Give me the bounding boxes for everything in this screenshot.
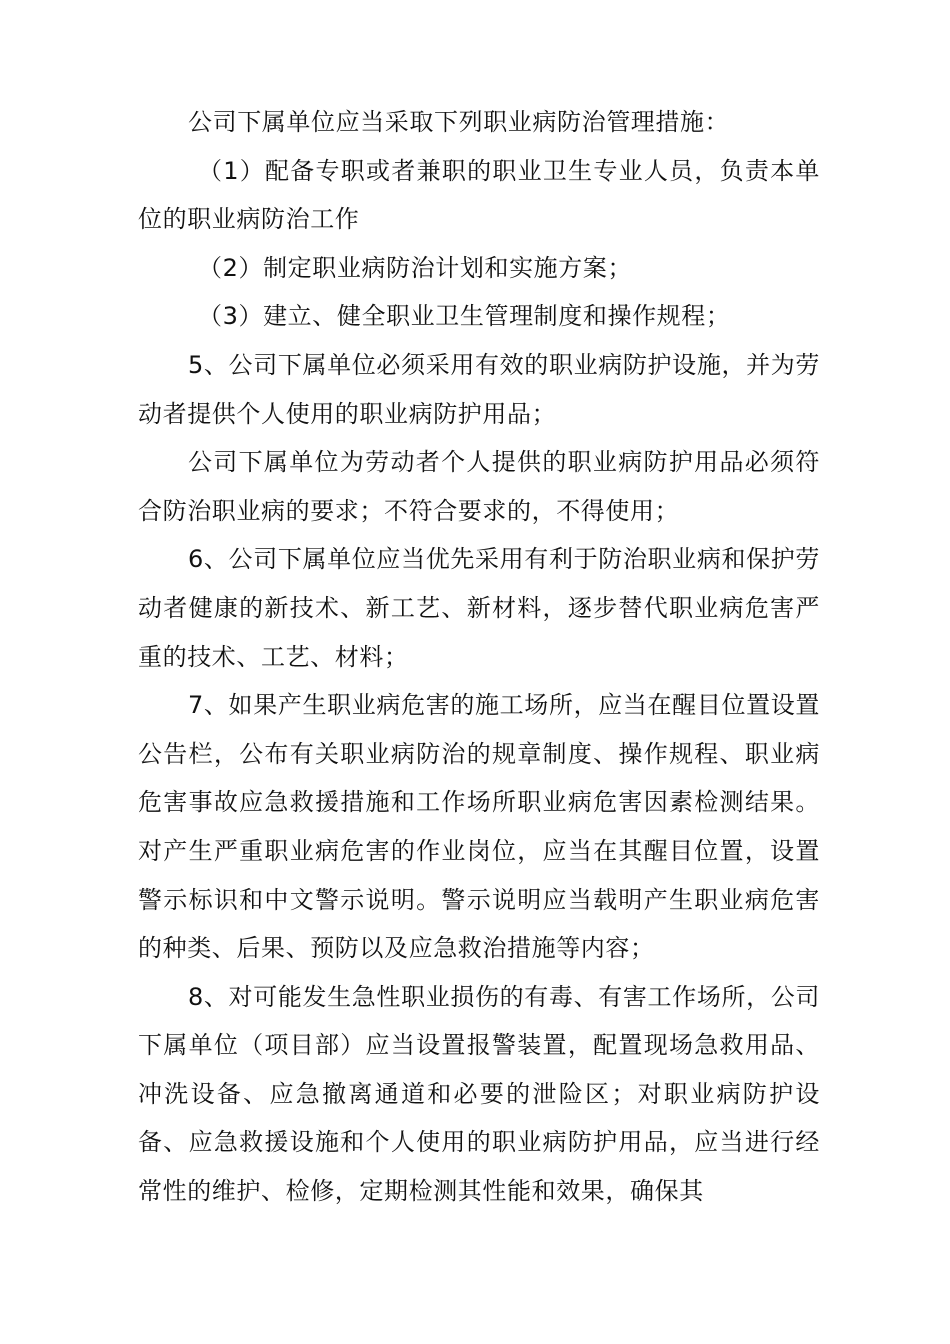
paragraph-section-8: 8、对可能发生急性职业损伤的有毒、有害工作场所，公司下属单位（项目部）应当设置报警装置，配置现场急救用品、冲洗设备、应急撤离通道和必要的泄险区；对职业病防护设备、应急救援设施和个人使用的职业病防护用品，应当进行经常性的维护、检修，定期检测其性能和效果，确保其	[138, 982, 820, 1206]
paragraph-item-2: （2）制定职业病防治计划和实施方案；	[198, 253, 633, 282]
paragraph-section-7: 7、如果产生职业病危害的施工场所，应当在醒目位置设置公告栏，公布有关职业病防治的规章制度、操作规程、职业病危害事故应急救援措施和工作场所职业病危害因素检测结果。对产生严重职业病危害的作业岗位，应当在其醒目位置，设置警示标识和中文警示说明。警示说明应当载明产生职业病危害的种类、后果、预防以及应急救治措施等内容；	[138, 691, 820, 963]
document-body	[138, 98, 820, 1216]
paragraph-item-3: （3）建立、健全职业卫生管理制度和操作规程；	[198, 302, 731, 331]
paragraph-section-5: 5、公司下属单位必须采用有效的职业病防护设施，并为劳动者提供个人使用的职业病防护用品；	[138, 350, 820, 428]
paragraph-item-1: （1）配备专职或者兼职的职业卫生专业人员，负责本单位的职业病防治工作	[138, 156, 820, 234]
paragraph-intro: 公司下属单位应当采取下列职业病防治管理措施：	[188, 108, 730, 136]
paragraph-section-6: 6、公司下属单位应当优先采用有利于防治职业病和保护劳动者健康的新技术、新工艺、新材料，逐步替代职业病危害严重的技术、工艺、材料；	[138, 545, 820, 671]
paragraph-section-5-note: 公司下属单位为劳动者个人提供的职业病防护用品必须符合防治职业病的要求；不符合要求的，不得使用；	[138, 448, 820, 525]
